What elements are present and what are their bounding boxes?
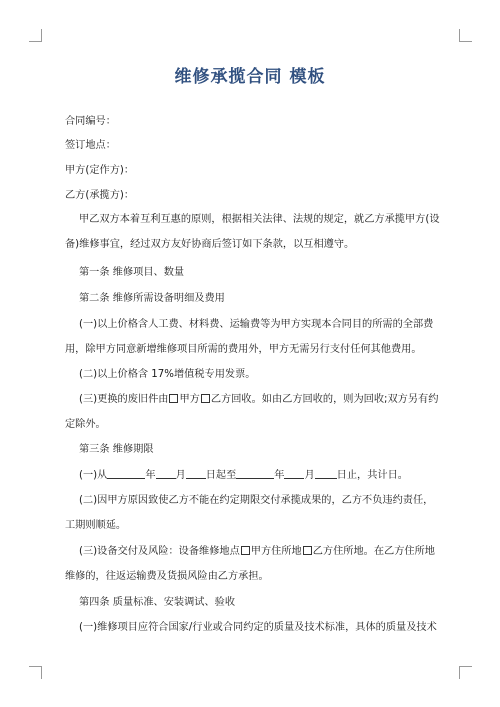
- article-3-p1: [79, 468, 408, 482]
- text-segment: (三)设备交付及风险：设备维修地点: [79, 546, 240, 557]
- text-segment: 甲方: [179, 394, 200, 405]
- checkbox[interactable]: [169, 394, 178, 403]
- checkbox[interactable]: [241, 546, 250, 555]
- text-segment: 年: [274, 470, 285, 481]
- crop-mark-top-left: [29, 29, 42, 42]
- article-4-heading: 第四条 质量标准、安装调试、验收: [79, 597, 236, 608]
- crop-mark-top-right: [459, 29, 472, 42]
- article-2-p3-line-2: 定除外。: [65, 419, 106, 430]
- text-segment: 日起至: [205, 470, 237, 481]
- blank-field[interactable]: [284, 468, 304, 479]
- article-3-p3-line-1: [79, 545, 435, 558]
- article-3-p2-line-1: (二)因甲方原因致使乙方不能在约定期限交付承揽成果的，乙方不负违约责任，: [79, 495, 434, 506]
- blank-field[interactable]: [236, 468, 274, 479]
- text-segment: (三)更换的废旧件由: [79, 394, 169, 405]
- preamble-line-1: 甲乙双方本着互利互惠的原则，根据相关法律、法规的规定，就乙方承揽甲方(设: [79, 214, 440, 225]
- text-segment: 乙方回收。如由乙方回收的，则为回收;双方另有约: [210, 394, 439, 405]
- field-sign-place: 签订地点：: [65, 140, 116, 151]
- checkbox[interactable]: [201, 394, 210, 403]
- text-segment: 年: [145, 470, 156, 481]
- field-contract-no: 合同编号：: [65, 116, 116, 127]
- field-party-a: 甲方(定作方)：: [65, 165, 135, 176]
- article-2-heading: 第二条 维修所需设备明细及费用: [79, 293, 225, 304]
- article-2-p1-line-1: (一)以上价格含人工费、材料费、运输费等为甲方实现本合同目的所需的全部费: [79, 319, 434, 330]
- blank-field[interactable]: [186, 468, 206, 479]
- text-segment: 乙方住所地。在乙方住所地: [312, 546, 435, 557]
- article-3-p3-line-2: 维修的，往返运输费及货损风险由乙方承担。: [65, 571, 269, 582]
- crop-mark-bottom-right: [459, 666, 472, 679]
- article-2-p1-line-2: 用，除甲方同意新增维修项目所需的费用外，甲方无需另行支付任何其他费用。: [65, 344, 422, 355]
- document-title: 维修承揽合同 模板: [174, 67, 326, 87]
- article-4-p1-line-1: (一)维修项目应符合国家/行业或合同约定的质量及技术标准，具体的质量及技术: [79, 622, 437, 633]
- preamble-line-2: 备)维修事宜，经过双方友好协商后签订如下条款，以互相遵守。: [65, 239, 355, 250]
- blank-field[interactable]: [107, 468, 145, 479]
- text-segment: 月: [304, 470, 315, 481]
- text-segment: 月: [175, 470, 186, 481]
- text-segment: 日止，共计日。: [336, 470, 408, 481]
- article-3-p2-line-2: 工期则顺延。: [65, 520, 127, 531]
- checkbox[interactable]: [303, 546, 312, 555]
- blank-field[interactable]: [315, 468, 337, 479]
- blank-field[interactable]: [156, 468, 176, 479]
- crop-mark-bottom-left: [29, 666, 42, 679]
- field-party-b: 乙方(承揽方)：: [65, 190, 135, 201]
- article-1-heading: 第一条 维修项目、数量: [79, 267, 185, 278]
- text-segment: 甲方住所地: [250, 546, 302, 557]
- article-3-heading: 第三条 维修期限: [79, 444, 154, 455]
- article-2-p3-line-1: [79, 393, 438, 406]
- text-segment: (一)从: [79, 470, 108, 481]
- article-2-p2: (二)以上价格含 17%增值税专用发票。: [79, 369, 256, 380]
